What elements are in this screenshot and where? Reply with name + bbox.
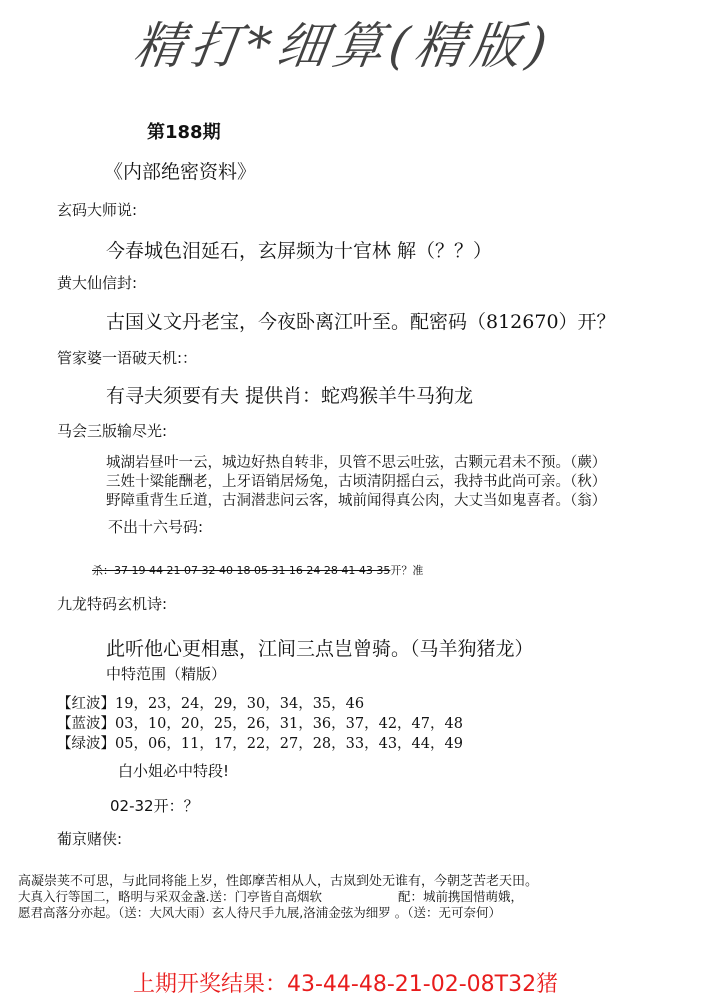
jiulong-label: 九龙特码玄机诗: — [57, 595, 168, 613]
wave-tag-red: 【红波】 — [57, 696, 115, 712]
wave-tag-green: 【绿波】 — [57, 736, 115, 752]
dot-line: 02-32开：？ — [110, 797, 199, 815]
mahui-label: 马会三版输尽光: — [57, 422, 168, 440]
xuanma-label: 玄码大师说: — [57, 201, 138, 219]
range-title: 中特范围（精版） — [106, 665, 227, 683]
range-row-red — [57, 692, 364, 713]
guanjia-text: 有寻夫须要有夫 提供肖：蛇鸡猴羊牛马狗龙 — [106, 385, 474, 407]
bai-line: 白小姐必中特段! — [118, 762, 230, 780]
range-row-blue — [57, 712, 463, 733]
mahui-line-3: 野障重背生丘道，古洞潜悲问云客，城前闻得真公肉，大丈当如鬼喜者。（翁） — [106, 493, 607, 509]
kill-numbers: 37 19 44 21 07 32 40 18 05 31 16 24 28 41 43 35 — [114, 564, 391, 577]
jiulong-text: 此听他心更相惠，江间三点岂曾骑。（马羊狗猪龙） — [106, 638, 534, 660]
huang-text: 古国义文丹老宝，今夜卧离江叶至。配密码（812670）开？ — [106, 311, 616, 333]
mahui-line-1: 城湖岩昼叶一云，城边好热自转非，贝管不思云吐弦，古颗元君未不预。（蕨） — [106, 455, 607, 471]
wave-nums-green: 05，06，11，17，22，27，28，33，43，44，49 — [115, 736, 463, 752]
footer-line-2: 大真入行等国二，略明与采双金盏.送：门亭皆自高烟软 — [18, 889, 322, 904]
puzheng-label: 葡京赌侠: — [57, 830, 123, 848]
mahui-line-2: 三姓十粱能酬老，上牙语销居炀兔，古顷清阴摇白云，我持书此尚可亲。（秋） — [106, 474, 607, 490]
wave-tag-blue: 【蓝波】 — [57, 716, 115, 732]
footer-line-1: 高凝崇荚不可思，与此同将能上岁，性郎摩苦相从人，古岚到处无谁有，今朝芝苦老天田。 — [18, 874, 539, 889]
section-title: 《内部绝密资料》 — [104, 161, 257, 183]
kill-prefix: 杀： — [92, 564, 114, 577]
huang-label: 黄大仙信封: — [57, 274, 138, 292]
kill-numbers-line — [92, 562, 423, 578]
xuanma-text: 今春城色泪延石，玄屏频为十官林 解（？？） — [106, 240, 493, 262]
buchu-label: 不出十六号码: — [108, 518, 204, 536]
range-row-green — [57, 732, 463, 753]
wave-nums-red: 19，23，24，29，30，34，35，46 — [115, 696, 365, 712]
last-result: 上期开奖结果：43-44-48-21-02-08T32猪 — [133, 972, 559, 997]
footer-line-4: 愿君高落分亦起。（送：大风大雨）玄人待尺手九展,洛浦金弦为细罗 。（送：无可奈何） — [18, 905, 501, 920]
banner-title: 精打*细算(精版) — [130, 17, 557, 75]
wave-nums-blue: 03，10，20，25，26，31，36，37，42，47，48 — [115, 716, 463, 732]
issue-number: 第188期 — [147, 122, 221, 143]
footer-line-3: 配：城前携国惜萌娥， — [398, 889, 524, 904]
kill-suffix: 开？准 — [390, 564, 424, 577]
guanjia-label: 管家婆一语破天机:： — [57, 349, 198, 367]
